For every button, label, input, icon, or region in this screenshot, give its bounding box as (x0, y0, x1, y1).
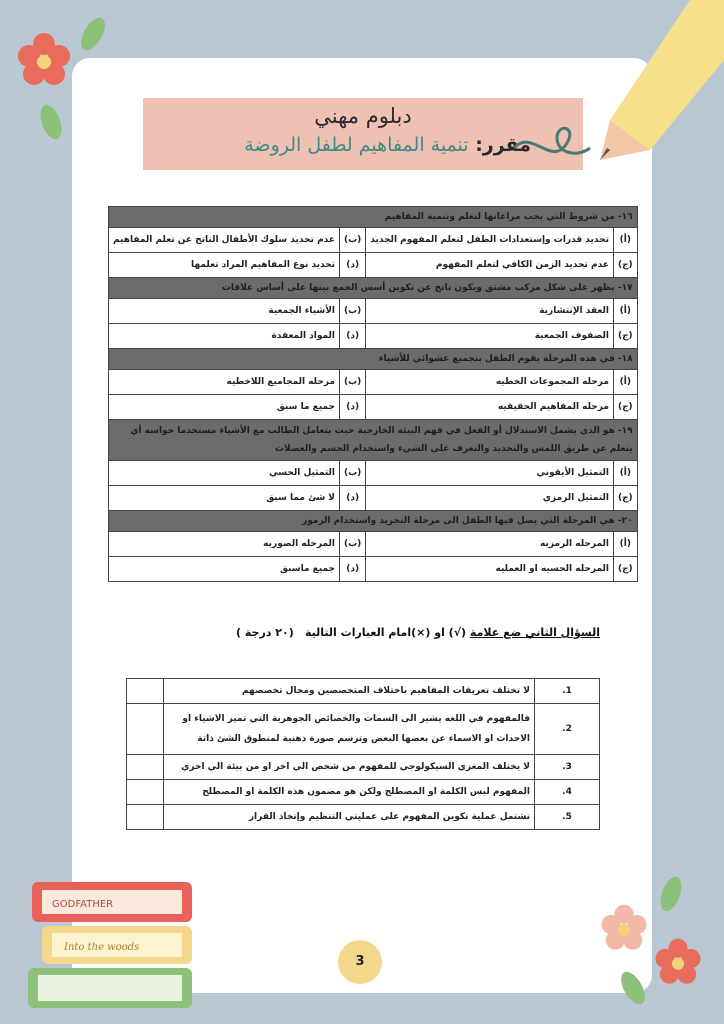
books-decoration (22, 874, 202, 1014)
option-label: (ج) (613, 253, 637, 278)
option-label: (أ) (613, 370, 637, 395)
option-label: (د) (340, 324, 366, 349)
pencil-decoration (590, 0, 724, 170)
statement-text: لا يختلف المغزي السيكولوجي للمفهوم من شخص الي اخر او من بيئة الي اخري (164, 755, 535, 780)
option-row (109, 324, 638, 349)
option-row (109, 253, 638, 278)
statement-number: 2. (535, 704, 600, 755)
option-label: (د) (340, 395, 366, 420)
option-row (109, 370, 638, 395)
option-text: تحديد نوع المفاهيم المراد تعلمها (109, 253, 340, 278)
question-row (109, 278, 638, 299)
option-row (109, 557, 638, 582)
option-label: (ج) (613, 486, 637, 511)
option-row (109, 228, 638, 253)
option-label: (أ) (613, 228, 637, 253)
answer-cell[interactable] (127, 755, 164, 780)
question-two-degree: (٢٠ درجة ) (236, 626, 294, 639)
option-text: لا شئ مما سبق (109, 486, 340, 511)
statement-row (127, 679, 600, 704)
option-text: المرحله الحسيه او العمليه (366, 557, 614, 582)
option-text: جميع ما سبق (109, 395, 340, 420)
statement-number: 4. (535, 780, 600, 805)
option-label: (ب) (340, 228, 366, 253)
course-name: تنمية المفاهيم لطفل الروضة (244, 134, 469, 156)
question-two-instruction: (√) او (×)امام العبارات التالية (305, 626, 467, 639)
statement-text: المفهوم ليس الكلمة او المصطلح ولكن هو مضمون هذه الكلمة او المصطلح (164, 780, 535, 805)
option-label: (د) (340, 253, 366, 278)
option-label: (د) (340, 486, 366, 511)
option-text: التمثيل الرمزي (366, 486, 614, 511)
swirl-decoration (512, 118, 592, 168)
option-text: عدم تحديد سلوك الأطفال الناتج عن تعلم المفاهيم (109, 228, 340, 253)
book-title: GODFATHER (52, 899, 114, 910)
question-stem: ١٧- يظهر على شكل مركب مشتق ويكون ناتج عن تكوين أسس الجمع بينها على أساس علاقات (109, 278, 638, 299)
question-two-heading (230, 626, 600, 639)
leaf-decoration (36, 102, 66, 142)
answer-cell[interactable] (127, 679, 164, 704)
answer-cell[interactable] (127, 805, 164, 830)
statement-row (127, 805, 600, 830)
course-label: مقرر: (475, 134, 531, 156)
multiple-choice-table (108, 206, 638, 582)
question-two-title: السؤال الثاني ضع علامة (469, 626, 600, 639)
option-label: (د) (340, 557, 366, 582)
leaf-decoration (656, 872, 686, 916)
option-text: مرحله المفاهيم الحقيقيه (366, 395, 614, 420)
option-text: مرحله المجموعات الخطيه (366, 370, 614, 395)
option-row (109, 299, 638, 324)
option-label: (ب) (340, 532, 366, 557)
statement-row (127, 780, 600, 805)
page-number-badge: 3 (338, 940, 382, 984)
option-text: المرحله الصوريه (109, 532, 340, 557)
leaf-decoration (78, 14, 108, 54)
option-text: جميع ماسبق (109, 557, 340, 582)
option-label: (ب) (340, 461, 366, 486)
page-title: دبلوم مهني (314, 104, 412, 128)
option-text: الأشياء الجمعية (109, 299, 340, 324)
option-label: (ج) (613, 395, 637, 420)
book-title: Into the woods (64, 942, 140, 953)
statement-row (127, 704, 600, 755)
statement-number: 1. (535, 679, 600, 704)
option-label: (ب) (340, 370, 366, 395)
option-row (109, 395, 638, 420)
statement-text: فالمفهوم في اللغه يشير الى السمات والخصائص الجوهرية التي تميز الاشياء او الاحداث او الاسماء عن بعضها البعض وترسم صورة ذهنية لمنطوق الشئ ذاتة (164, 704, 535, 755)
flower-decoration-bottom-right (598, 902, 650, 954)
option-text: مرحله المجاميع اللاخطيه (109, 370, 340, 395)
flower-decoration-bottom-right-red (652, 936, 704, 988)
option-text: عدم تحديد الزمن الكافي لتعلم المفهوم (366, 253, 614, 278)
option-label: (ج) (613, 557, 637, 582)
question-row (109, 207, 638, 228)
statement-text: تشتمل عملية تكوين المفهوم على عمليتي التنظيم وإتخاذ القرار (164, 805, 535, 830)
option-row (109, 461, 638, 486)
option-label: (أ) (613, 532, 637, 557)
option-text: التمثيل الأيقوني (366, 461, 614, 486)
question-stem: ١٩- هو الذي يشمل الاستدلال أو الفعل في فهم البيئة الخارجية حيث يتعامل الطالب مع الأشياء مستخدما حواسه أي يتعلم عن طريق اللمس والتحديد والتعرف على الشيء واستخدام الجسم والعضلات (109, 420, 638, 461)
option-text: المرحله الرمزيه (366, 532, 614, 557)
option-text: تحديد قدرات وإستعدادات الطفل لتعلم المفهوم الجديد (366, 228, 614, 253)
question-row (109, 349, 638, 370)
answer-cell[interactable] (127, 780, 164, 805)
question-row (109, 420, 638, 461)
option-text: التمثيل الحسي (109, 461, 340, 486)
option-label: (ج) (613, 324, 637, 349)
question-stem: ٢٠- هي المرحلة التي يصل فيها الطفل الى مرحلة التجريد واستخدام الرموز (109, 511, 638, 532)
option-text: المواد المعقدة (109, 324, 340, 349)
option-text: الصفوف الجمعية (366, 324, 614, 349)
option-text: العقد الإنتشارية (366, 299, 614, 324)
true-false-table (126, 678, 600, 830)
option-row (109, 532, 638, 557)
statement-number: 5. (535, 805, 600, 830)
flower-decoration-top-left (14, 30, 74, 90)
question-stem: ١٨- في هذه المرحلة يقوم الطفل بتجميع عشوائي للأشياء (109, 349, 638, 370)
statement-row (127, 755, 600, 780)
answer-cell[interactable] (127, 704, 164, 755)
option-label: (أ) (613, 461, 637, 486)
statement-text: لا تختلف تعريفات المفاهيم باختلاف المتخصصين ومجال تخصصهم (164, 679, 535, 704)
option-row (109, 486, 638, 511)
statement-number: 3. (535, 755, 600, 780)
question-row (109, 511, 638, 532)
question-stem: ١٦- من شروط التي يجب مراعاتها لتعلم وتنمية المفاهيم (109, 207, 638, 228)
option-label: (أ) (613, 299, 637, 324)
option-label: (ب) (340, 299, 366, 324)
course-title (244, 134, 531, 156)
leaf-decoration (618, 966, 648, 1010)
